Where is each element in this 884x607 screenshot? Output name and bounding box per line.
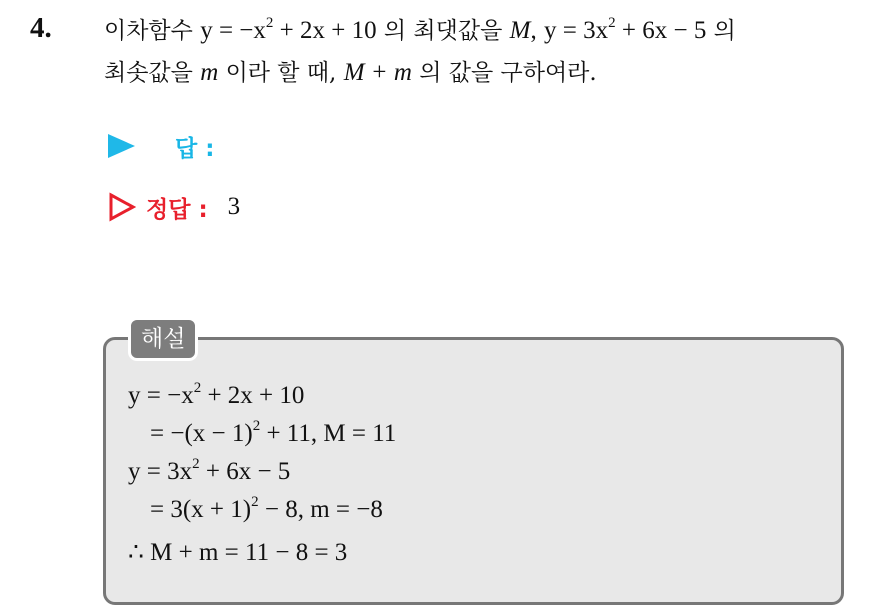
question-text: 최솟값을 <box>104 60 193 86</box>
correct-answer-row <box>108 188 240 226</box>
comma: , <box>530 17 537 44</box>
solution-tab: 해설 <box>128 317 198 361</box>
correct-answer-label: 정답 : <box>146 196 208 223</box>
solution-line-5: ∴ M + m = 11 − 8 = 3 <box>128 539 348 566</box>
solution-line-1: $y = -x^2 + 2x + 10$ <box>128 379 305 409</box>
question-line-1 <box>104 14 736 44</box>
play-icon <box>108 134 135 158</box>
question-text: 의 최댓값을 <box>383 18 503 44</box>
question-text: 이차함수 <box>104 18 193 44</box>
question-number: 4. <box>30 12 52 44</box>
play-outline-icon <box>108 192 136 222</box>
variable-M: M <box>509 17 531 44</box>
solution-line-3: $y = 3x^2 + 6x - 5$ <box>128 455 291 485</box>
answer-row <box>108 128 214 164</box>
expression: M + m <box>343 59 412 86</box>
equation-1: $y = -x^2 + 2x + 10$ <box>200 14 377 44</box>
question-text: 의 <box>713 18 736 44</box>
answer-label: 답 : <box>175 135 215 162</box>
solution-line-2: = $-(x - 1)^2 + 11$, M = 11 <box>150 417 397 447</box>
question-text: 이라 할 때, <box>225 60 337 86</box>
question-text: 의 값을 구하여라. <box>419 60 597 86</box>
variable-m: m <box>200 59 219 86</box>
equation-2: $y = 3x^2 + 6x - 5$ <box>544 14 707 44</box>
question-line-2 <box>104 60 597 85</box>
solution-line-4: = $3(x + 1)^2 - 8$, m = −8 <box>150 493 383 523</box>
correct-answer-value: 3 <box>227 193 241 220</box>
